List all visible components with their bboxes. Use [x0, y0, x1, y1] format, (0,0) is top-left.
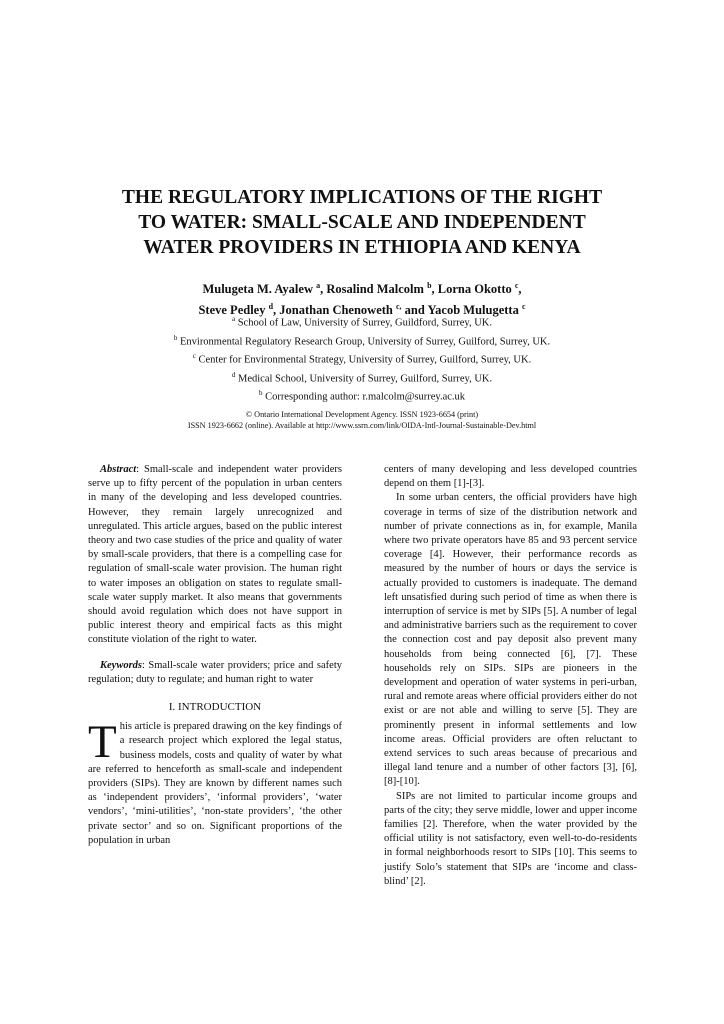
- right-column: [384, 463, 637, 889]
- affiliation: $^b$ Environmental Regulatory Research Group, University of Surrey, Guilford, Surrey, UK.: [173, 333, 551, 347]
- affiliations: [60, 312, 664, 405]
- author-line-1: [70, 277, 654, 298]
- intro-text: his article is prepared drawing on the key findings of a research project which explored the legal status, business models, costs and quality of water by what are referred to henceforth as small-scale and independent providers (SIPs). They are known by different names such as ‘independent providers’, ‘informal providers’, ‘water vendors’, ‘mini-utilities’, ‘non-state providers’, ‘the other private sector’ and so on. Significant proportions of the population in urban: [88, 721, 342, 846]
- copyright-notice: [60, 409, 664, 431]
- body-paragraph: centers of many developing and less developed countries depend on them [1]-[3].: [384, 464, 637, 490]
- author: Rosalind Malcolm $^b$,: [326, 281, 438, 297]
- affiliation: $^d$ Medical School, University of Surrey, Guilford, Surrey, UK.: [231, 370, 493, 384]
- body-paragraph: In some urban centers, the official providers have high coverage in terms of size of the distribution network and number of private connections as in, for example, Manila where two private operators have 85 and 93 percent service coverage [4]. However, their performance records as measured by the number of hours or days the service is actually provided to customers is inadequate. The demand left unsatisfied during such period of time as when there is interruption of service is met by SIPs [5]. A number of legal and administrative barriers such as the requirement to cover the connection cost and pay deposit also prevent many households from being connected [6], [7]. These households rely on SIPs. SIPs are pioneers in the development and operation of water systems in peri-urban, rural and remote areas where official providers either do not exist or are not able and willing to serve [5]. They are prominently present in informal settlements and low income areas. Official providers are often reluctant to extend services to such areas because of precarious and illegal land tenure and a number of other factors [3], [6], [8]-[10].: [384, 492, 637, 788]
- author: Steve Pedley $^d$,: [198, 302, 280, 318]
- title-line: THE REGULATORY IMPLICATIONS OF THE RIGHT: [121, 187, 603, 208]
- author: Mulugeta M. Ayalew $^a$,: [202, 281, 327, 297]
- author: Jonathan Chenoweth $^{c,}$ and: [279, 302, 428, 318]
- copyright-line: © Ontario International Development Agency. ISSN 1923-6654 (print): [245, 410, 479, 419]
- author: Yacob Mulugetta $^c$: [427, 302, 526, 318]
- corresponding-author: $^b$ Corresponding author: r.malcolm@surrey.ac.uk: [258, 389, 466, 403]
- title-line: TO WATER: SMALL-SCALE AND INDEPENDENT: [138, 212, 586, 233]
- affiliation: $^c$ Center for Environmental Strategy, University of Surrey, Guilford, Surrey, UK.: [192, 352, 532, 366]
- keywords-text: : Small-scale water providers; price and safety regulation; duty to regulate; and human right to water: [88, 659, 342, 685]
- issn-line: ISSN 1923-6662 (online). Available at http://www.ssrn.com/link/OIDA-Intl-Journal-Sustainable-Dev.html: [187, 421, 537, 430]
- abstract: [88, 463, 342, 648]
- abstract-text: : Small-scale and independent water providers serve up to fifty percent of the population in urban centers in many of the developing and less developed countries. However, they remain largely unrecognized and unregulated. This article argues, based on the public interest theory and two case studies of the price and quality of water by small-scale providers, that there is a compelling case for regulation of small-scale water provision. The human right to water imposes an obligation on states to regulate small-scale water supply market. It also means that governments should avoid regulation which does not have support in public interest theory and empirical facts as this might constitute violation of the right to water.: [88, 464, 342, 646]
- author: Lorna Okotto $^c$,: [437, 281, 522, 297]
- left-column: [88, 463, 342, 848]
- keywords-label: Keywords: [100, 659, 142, 671]
- paper-title: [60, 185, 664, 260]
- affiliation: $^a$ School of Law, University of Surrey, Guildford, Surrey, UK.: [231, 315, 493, 329]
- title-line: WATER PROVIDERS IN ETHIOPIA AND KENYA: [143, 237, 581, 258]
- abstract-label: Abstract: [100, 464, 137, 475]
- drop-cap: T: [88, 716, 117, 769]
- keywords: [88, 659, 342, 687]
- body-paragraph: SIPs are not limited to particular income groups and parts of the city; they serve middle, lower and upper income families [2]. Therefore, when the water provided by the official utility is not satisfactory, even well-to-do-residents in formal neighborhoods resort to SIPs [10]. This seems to justify Solo’s statement that SIPs are ‘income and class-blind’ [2].: [384, 790, 637, 887]
- section-heading: I. INTRODUCTION: [168, 701, 262, 714]
- intro-paragraph: [88, 716, 342, 848]
